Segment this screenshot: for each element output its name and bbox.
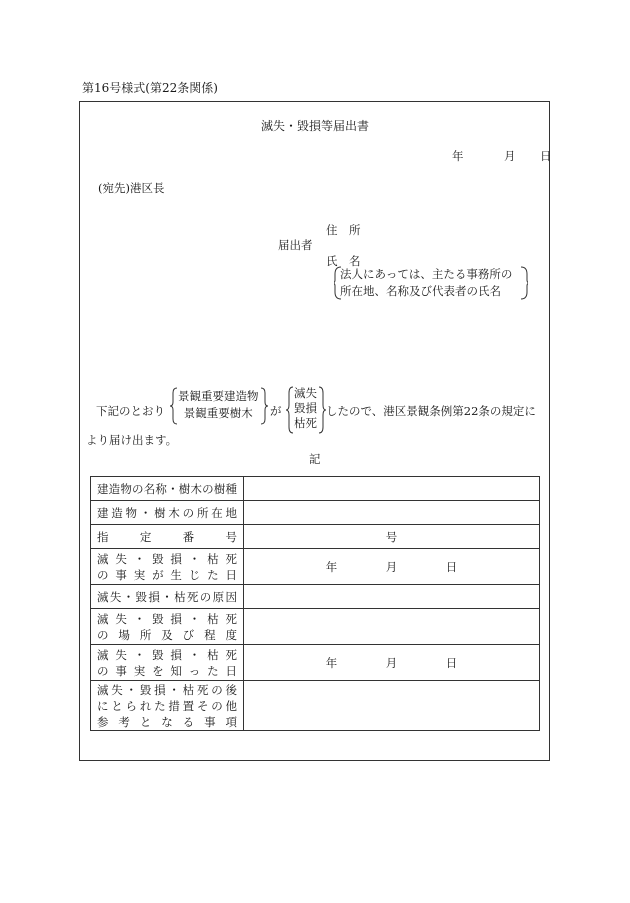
- known-date-field[interactable]: [244, 645, 540, 681]
- table-row: [91, 645, 540, 681]
- notifier-label: 届出者: [278, 238, 313, 252]
- occurrence-date-field[interactable]: [244, 549, 540, 585]
- table-row: [91, 501, 540, 525]
- form-number: 第16号様式(第22条関係): [82, 81, 218, 95]
- measures-label: 滅失・毀損・枯死の後 にとられた措置その他 参考となる事項: [91, 681, 244, 731]
- table-row: [91, 585, 540, 609]
- table-row: [91, 525, 540, 549]
- table-row: [91, 477, 540, 501]
- extent-field[interactable]: [244, 609, 540, 645]
- option-landscape-tree: 景観重要樹木: [183, 406, 253, 420]
- address-label: 住 所: [326, 223, 361, 237]
- extent-label: 滅失・毀損・枯死 の場所及び程度: [91, 609, 244, 645]
- option-damage: 毀損: [294, 401, 317, 415]
- option-b-left-brace: [286, 386, 294, 434]
- option-withering: 枯死: [294, 416, 317, 430]
- designation-number-field[interactable]: [244, 525, 540, 549]
- table-row: [91, 681, 540, 731]
- designation-number-label: 指定番号: [91, 525, 244, 549]
- table-row: [91, 549, 540, 585]
- option-landscape-building: 景観重要建造物: [178, 389, 259, 403]
- date-month: 月: [385, 655, 398, 670]
- body-line-2: より届け出ます。: [86, 433, 178, 447]
- body-prefix: 下記のとおり: [96, 404, 165, 418]
- corp-note-line-2: 所在地、名称及び代表者の氏名: [340, 284, 501, 298]
- measures-field[interactable]: [244, 681, 540, 731]
- date-year: 年: [325, 655, 338, 670]
- date-month-label: 月: [504, 149, 516, 163]
- date-day: 日: [445, 559, 458, 574]
- addressee: (宛先)港区長: [98, 181, 165, 195]
- option-a-group: [178, 388, 259, 422]
- date-line: [452, 148, 552, 164]
- occurrence-date-label: 滅失・毀損・枯死 の事実が生じた日: [91, 549, 244, 585]
- corp-note-right-bracket: [520, 266, 528, 300]
- cause-label: 滅失・毀損・枯死の原因: [91, 585, 244, 609]
- corp-note-line-1: 法人にあっては、主たる事務所の: [340, 267, 513, 281]
- known-date-label: 滅失・毀損・枯死 の事実を知った日: [91, 645, 244, 681]
- date-month: 月: [385, 559, 398, 574]
- option-b-group: [294, 386, 317, 431]
- designation-number-suffix: 号: [385, 529, 398, 544]
- name-label: 氏 名: [326, 254, 361, 268]
- date-year-label: 年: [452, 149, 464, 163]
- date-day-label: 日: [540, 149, 552, 163]
- location-field[interactable]: [244, 501, 540, 525]
- date-year: 年: [325, 559, 338, 574]
- table-row: [91, 609, 540, 645]
- building-name-label: 建造物の名称・樹木の樹種: [91, 477, 244, 501]
- detail-table: [90, 476, 540, 731]
- location-label: 建造物・樹木の所在地: [91, 501, 244, 525]
- building-name-field[interactable]: [244, 477, 540, 501]
- option-loss: 滅失: [294, 386, 317, 400]
- cause-field[interactable]: [244, 585, 540, 609]
- particle-ga: が: [270, 404, 282, 418]
- date-day: 日: [445, 655, 458, 670]
- option-b-right-brace: [318, 386, 326, 434]
- option-a-left-brace: [170, 387, 178, 425]
- body-suffix: したので、港区景観条例第22条の規定に: [326, 404, 536, 418]
- option-a-right-brace: [260, 387, 268, 425]
- ki-heading: 記: [309, 452, 321, 466]
- corp-note: [340, 266, 512, 300]
- form-title: 滅失・毀損等届出書: [260, 119, 369, 133]
